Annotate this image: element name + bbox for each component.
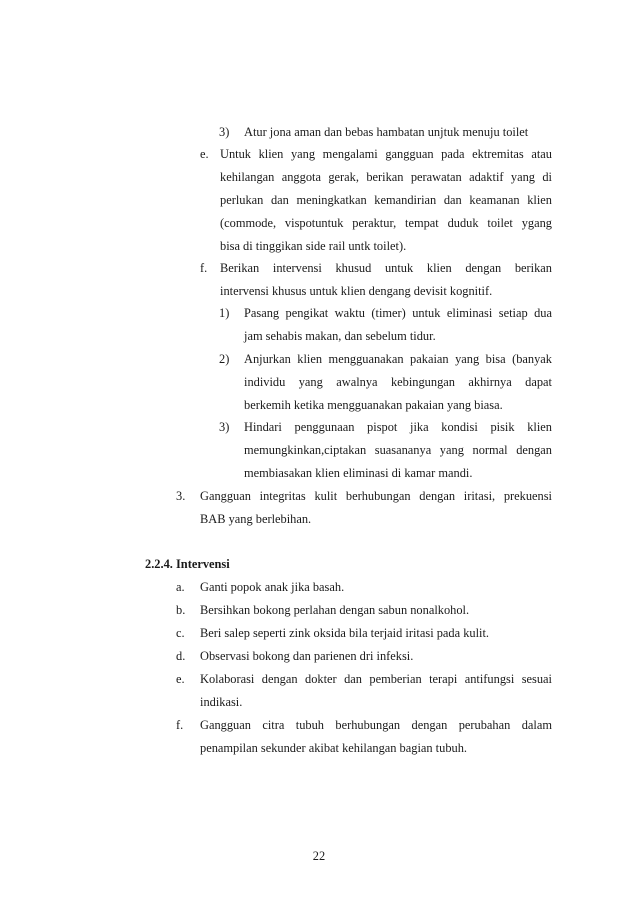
list-marker: b.: [176, 603, 186, 617]
list-marker: c.: [176, 626, 185, 640]
list-item-text: kehilangan anggota gerak, berikan perawatan adaktif yang di: [220, 170, 552, 184]
list-item-text: intervensi khusus untuk klien dengang devisit kognitif.: [220, 284, 493, 298]
list-item-text: Berikan intervensi khusud untuk klien dengan berikan: [220, 261, 552, 275]
list-item-text: Anjurkan klien mengguanakan pakaian yang bisa (banyak: [244, 352, 552, 366]
list-marker: a.: [176, 580, 185, 594]
list-item-text: Observasi bokong dan parienen dri infeksi.: [200, 649, 414, 663]
list-item-text: membiasakan klien eliminasi di kamar mandi.: [244, 466, 473, 480]
list-item-text: memungkinkan,ciptakan suasananya yang normal dengan: [244, 443, 552, 457]
list-item-text: Kolaborasi dengan dokter dan pemberian terapi antifungsi sesuai: [200, 672, 552, 686]
list-marker: 3): [219, 420, 230, 434]
list-item-text: perlukan dan meningkatkan kemandirian dan keamanan klien: [220, 193, 552, 207]
list-item-text: Beri salep seperti zink oksida bila terjaid iritasi pada kulit.: [200, 626, 490, 640]
list-item-text: Bersihkan bokong perlahan dengan sabun nonalkohol.: [200, 603, 470, 617]
list-marker: f.: [200, 261, 208, 275]
list-marker: f.: [176, 718, 184, 732]
list-item-text: bisa di tinggikan side rail untk toilet).: [220, 239, 407, 253]
list-marker: 3): [219, 125, 230, 139]
list-item-text: Ganti popok anak jika basah.: [200, 580, 345, 594]
list-item-text: individu yang awalnya kebingungan akhirnya dapat: [244, 375, 552, 389]
list-item-text: Pasang pengikat waktu (timer) untuk eliminasi setiap dua: [244, 306, 552, 320]
list-marker: e.: [176, 672, 185, 686]
list-item-text: Untuk klien yang mengalami gangguan pada ektremitas atau: [220, 147, 552, 161]
list-marker: 1): [219, 306, 230, 320]
list-item-text: Hindari penggunaan pispot jika kondisi pisik klien: [244, 420, 552, 434]
list-item-text: BAB yang berlebihan.: [200, 512, 312, 526]
list-item-text: berkemih ketika mengguanakan pakaian yang biasa.: [244, 398, 503, 412]
list-marker: e.: [200, 147, 209, 161]
list-item-text: jam sehabis makan, dan sebelum tidur.: [244, 329, 436, 343]
list-item-text: Gangguan citra tubuh berhubungan dengan perubahan dalam: [200, 718, 552, 732]
page-number: 22: [312, 849, 326, 863]
list-item-text: penampilan sekunder akibat kehilangan bagian tubuh.: [200, 741, 468, 755]
list-item-text: Gangguan integritas kulit berhubungan dengan iritasi, prekuensi: [200, 489, 552, 503]
list-item-text: Atur jona aman dan bebas hambatan unjtuk menuju toilet: [244, 125, 529, 139]
list-marker: 3.: [176, 489, 186, 503]
list-item-text: indikasi.: [200, 695, 243, 709]
list-item-text: (commode, vispotuntuk peraktur, tempat duduk toilet ygang: [220, 216, 552, 230]
section-heading: 2.2.4. Intervensi: [145, 557, 230, 571]
list-marker: d.: [176, 649, 186, 663]
list-marker: 2): [219, 352, 230, 366]
